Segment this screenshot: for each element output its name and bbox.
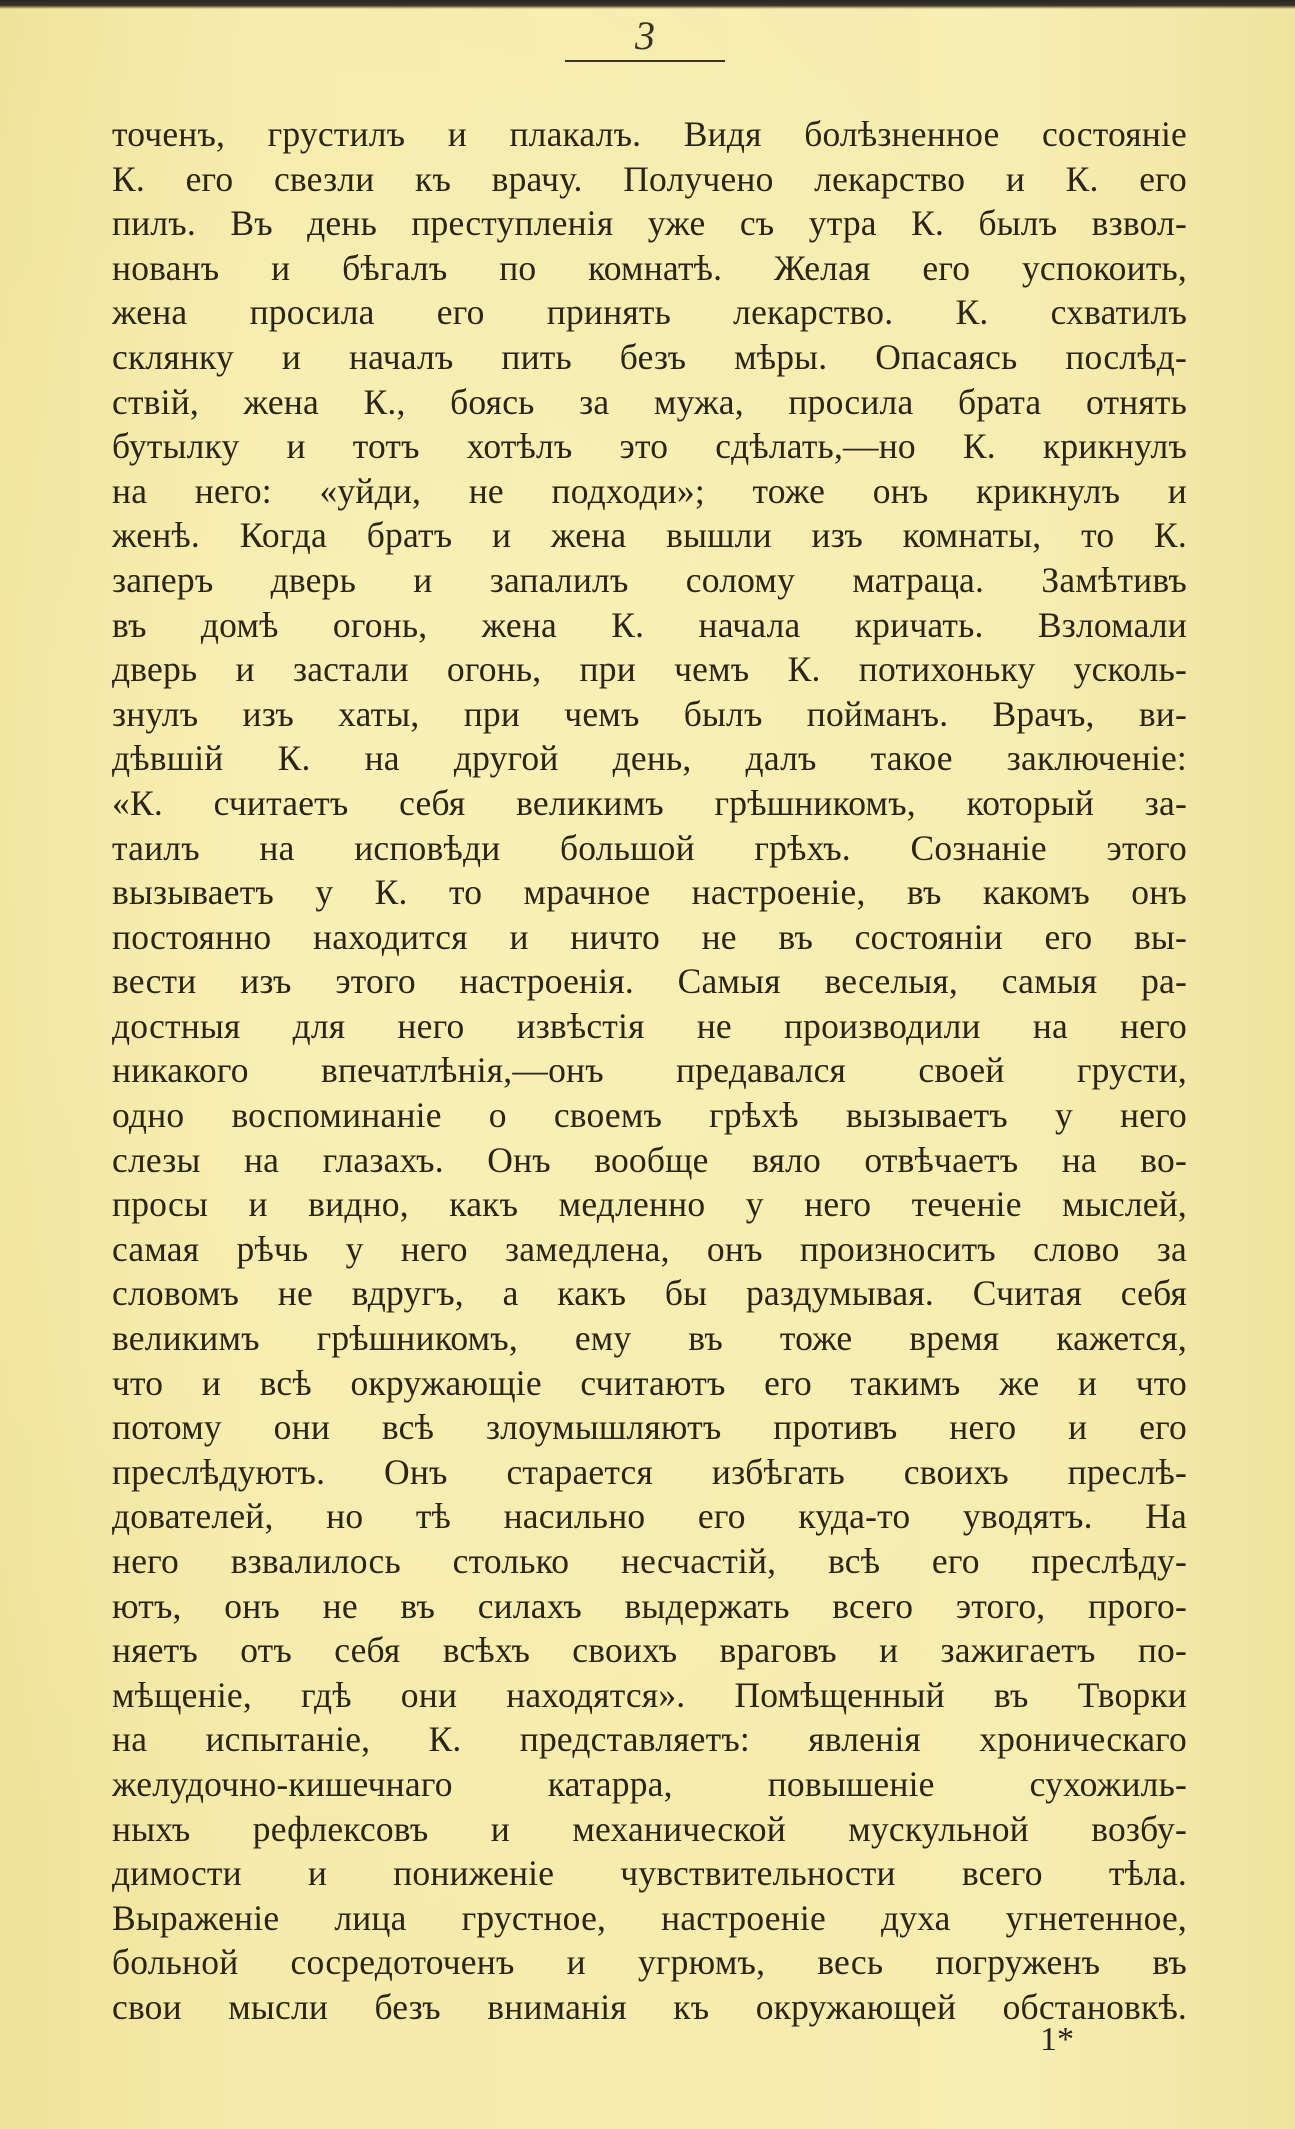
- text-line: на испытаніе, К. представляетъ: явленія хроническаго: [112, 1719, 1187, 1760]
- text-line: жена просила его принять лекарство. К. схватилъ: [112, 292, 1187, 333]
- header-rule: [565, 60, 725, 62]
- page-top-edge: [0, 0, 1295, 9]
- text-line: вести изъ этого настроенія. Самыя веселыя, самыя ра-: [112, 961, 1187, 1002]
- text-line: на него: «уйди, не подходи»; тоже онъ крикнулъ и: [112, 470, 1187, 511]
- text-line: склянку и началъ пить безъ мѣры. Опасаясь послѣд-: [112, 336, 1187, 377]
- text-line: что и всѣ окружающіе считаютъ его такимъ же и что: [112, 1362, 1187, 1403]
- text-line: никакого впечатлѣнія,—онъ предавался своей грусти,: [112, 1050, 1187, 1091]
- text-line: К. его свезли къ врачу. Получено лекарство и К. его: [112, 158, 1187, 199]
- text-line: дверь и застали огонь, при чемъ К. потихоньку усколь-: [112, 649, 1187, 690]
- text-line: точенъ, грустилъ и плакалъ. Видя болѣзненное состояніе: [112, 114, 1187, 154]
- text-line: слезы на глазахъ. Онъ вообще вяло отвѣчаетъ на во-: [112, 1139, 1187, 1180]
- text-line: словомъ не вдругъ, а какъ бы раздумывая. Считая себя: [112, 1273, 1187, 1314]
- text-line: знулъ изъ хаты, при чемъ былъ пойманъ. Врачъ, ви-: [112, 693, 1187, 734]
- text-line: мѣщеніе, гдѣ они находятся». Помѣщенный въ Творки: [112, 1674, 1187, 1715]
- text-line: въ домѣ огонь, жена К. начала кричать. Взломали: [112, 604, 1187, 645]
- text-line: желудочно-кишечнаго катарра, повышеніе сухожиль-: [112, 1763, 1187, 1804]
- text-line: преслѣдуютъ. Онъ старается избѣгать своихъ преслѣ-: [112, 1451, 1187, 1492]
- text-line: достныя для него извѣстія не производили на него: [112, 1005, 1187, 1046]
- text-line: «К. считаетъ себя великимъ грѣшникомъ, который за-: [112, 782, 1187, 823]
- text-body: [112, 112, 1187, 2030]
- text-line: одно воспоминаніе о своемъ грѣхѣ вызываетъ у него: [112, 1095, 1187, 1136]
- text-line: просы и видно, какъ медленно у него теченіе мыслей,: [112, 1184, 1187, 1225]
- text-line: ютъ, онъ не въ силахъ выдержать всего этого, прого-: [112, 1585, 1187, 1626]
- text-line: Выраженіе лица грустное, настроеніе духа угнетенное,: [112, 1897, 1187, 1938]
- text-line: дѣвшій К. на другой день, далъ такое заключеніе:: [112, 738, 1187, 779]
- text-line: самая рѣчь у него замедлена, онъ произноситъ слово за: [112, 1228, 1187, 1269]
- text-line: великимъ грѣшникомъ, ему въ тоже время кажется,: [112, 1318, 1187, 1359]
- text-line: заперъ дверь и запалилъ солому матраца. Замѣтивъ: [112, 559, 1187, 600]
- text-line: димости и пониженіе чувствительности всего тѣла.: [112, 1853, 1187, 1894]
- text-line: няетъ отъ себя всѣхъ своихъ враговъ и зажигаетъ по-: [112, 1630, 1187, 1671]
- text-line: свои мысли безъ вниманія къ окружающей обстановкѣ.: [112, 1986, 1187, 2027]
- text-line: вызываетъ у К. то мрачное настроеніе, въ какомъ онъ: [112, 872, 1187, 913]
- text-line: нованъ и бѣгалъ по комнатѣ. Желая его успокоить,: [112, 247, 1187, 288]
- text-line: него взвалилось столько несчастій, всѣ его преслѣду-: [112, 1541, 1187, 1581]
- text-line: женѣ. Когда братъ и жена вышли изъ комнаты, то К.: [112, 515, 1187, 556]
- text-line: таилъ на исповѣди большой грѣхъ. Сознаніе этого: [112, 827, 1187, 868]
- text-line: постоянно находится и ничто не въ состояніи его вы-: [112, 916, 1187, 957]
- text-line: ствій, жена К., боясь за мужа, просила брата отнять: [112, 381, 1187, 422]
- text-line: больной сосредоточенъ и угрюмъ, весь погруженъ въ: [112, 1942, 1187, 1983]
- text-line: дователей, но тѣ насильно его куда-то уводятъ. На: [112, 1496, 1187, 1537]
- text-line: потому они всѣ злоумышляютъ противъ него и его: [112, 1407, 1187, 1448]
- page-number: 3: [635, 13, 655, 58]
- signature-mark: 1*: [1040, 2021, 1074, 2058]
- text-line: бутылку и тотъ хотѣлъ это сдѣлать,—но К. крикнулъ: [112, 426, 1187, 467]
- text-line: ныхъ рефлексовъ и механической мускульной возбу-: [112, 1808, 1187, 1849]
- text-line: пилъ. Въ день преступленія уже съ утра К. былъ взвол-: [112, 203, 1187, 244]
